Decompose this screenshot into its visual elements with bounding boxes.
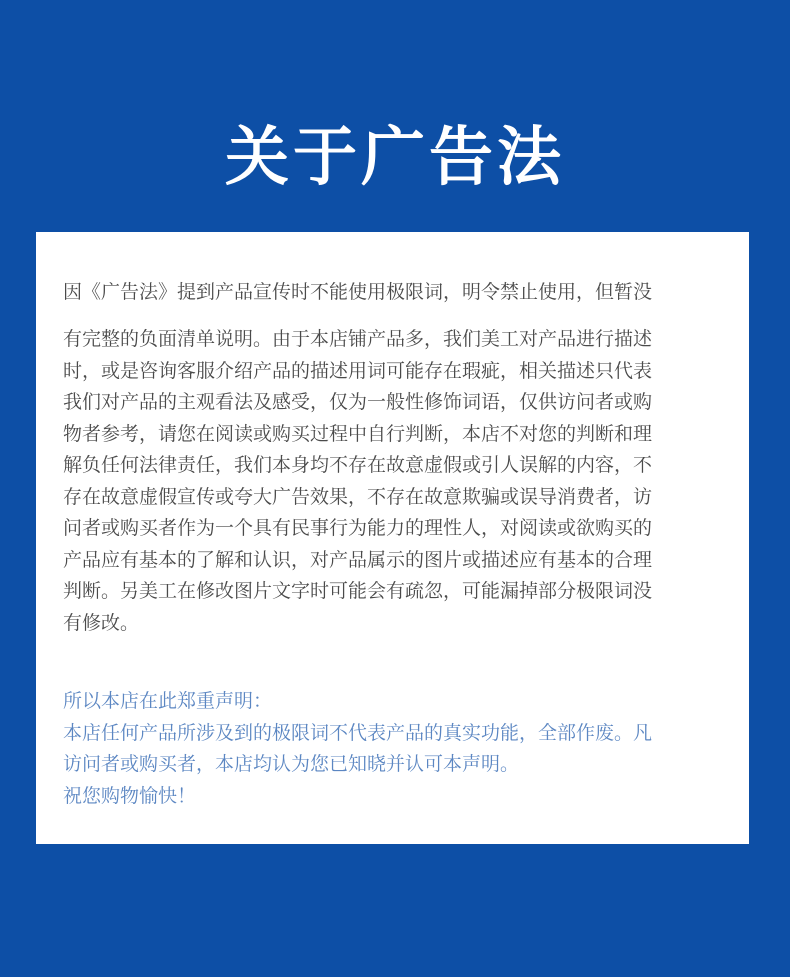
intro-line: 因《广告法》提到产品宣传时不能使用极限词，明令禁止使用，但暂没 <box>63 281 653 303</box>
body-line: 有修改。 <box>63 611 140 634</box>
statement-line: 祝您购物愉快！ <box>63 784 197 807</box>
page-title: 关于广告法 <box>225 121 565 195</box>
body-line: 有完整的负面清单说明。由于本店铺产品多，我们美工对产品进行描述 <box>63 328 653 350</box>
body-line: 产品应有基本的了解和认识，对产品属示的图片或描述应有基本的合理 <box>63 548 653 571</box>
disclaimer-body <box>63 324 727 639</box>
statement-line: 本店任何产品所涉及到的极限词不代表产品的真实功能，全部作废。凡 <box>63 721 653 744</box>
body-line: 我们对产品的主观看法及感受，仅为一般性修饰词语，仅供访问者或购 <box>63 391 653 413</box>
body-line: 判断。另美工在修改图片文字时可能会有疏忽，可能漏掉部分极限词没 <box>63 580 653 602</box>
body-line: 问者或购买者作为一个具有民事行为能力的理性人，对阅读或欲购买的 <box>63 517 653 539</box>
statement-line: 所以本店在此郑重声明： <box>63 690 273 712</box>
statement-line: 访问者或购买者，本店均认为您已知晓并认可本声明。 <box>63 753 520 775</box>
body-line: 物者参考，请您在阅读或购买过程中自行判断，本店不对您的判断和理 <box>63 422 653 445</box>
body-line: 存在故意虚假宣传或夸大广告效果，不存在故意欺骗或误导消费者，访 <box>63 485 653 508</box>
body-line: 时，或是咨询客服介绍产品的描述用词可能存在瑕疵，相关描述只代表 <box>63 359 653 382</box>
statement-block <box>63 686 727 812</box>
body-line: 解负任何法律责任，我们本身均不存在故意虚假或引人误解的内容，不 <box>63 454 653 476</box>
